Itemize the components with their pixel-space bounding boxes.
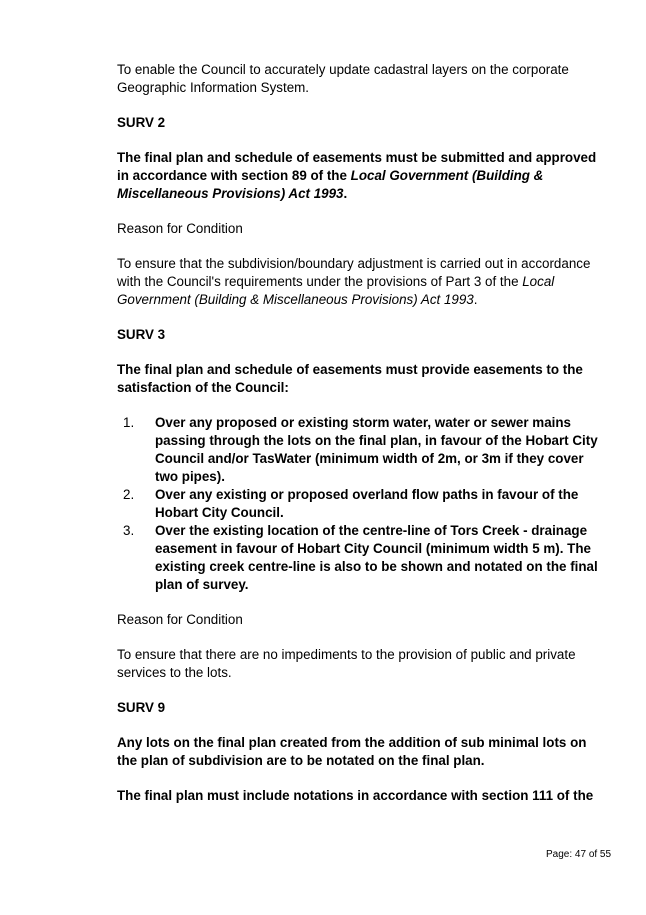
list-item-number: 1. xyxy=(123,415,135,430)
list-item-text: Over any existing or proposed overland flow paths in favour of the Hobart City Council. xyxy=(155,487,579,520)
surv2-reason-label: Reason for Condition xyxy=(117,221,243,236)
list-item-number: 3. xyxy=(123,523,135,538)
surv9-condition-1: Any lots on the final plan created from the addition of sub minimal lots on the plan of subdivision are to be notated on the final plan. xyxy=(117,735,587,768)
surv2-reason xyxy=(117,255,607,309)
surv9-condition-2: The final plan must include notations in accordance with section 111 of the xyxy=(117,788,594,803)
surv3-easement-list xyxy=(117,414,607,594)
surv3-reason-label: Reason for Condition xyxy=(117,612,243,627)
surv2-condition xyxy=(117,149,607,203)
list-item-number: 2. xyxy=(123,487,135,502)
list-item xyxy=(117,522,607,594)
page-number: Page: 47 of 55 xyxy=(546,849,612,860)
list-item-text: Over any proposed or existing storm water, water or sewer mains passing through the lots on the final plan, in favour of the Hobart City Council and/or TasWater (minimum width of 2m, or 3m if they cover two pipes). xyxy=(155,415,598,484)
surv2-reason-text: To ensure that the subdivision/boundary adjustment is carried out in accordance with the Council's requirements under the provisions of Part 3 of the xyxy=(117,256,591,289)
surv9-heading: SURV 9 xyxy=(117,700,166,715)
intro-paragraph: To enable the Council to accurately update cadastral layers on the corporate Geographic Information System. xyxy=(117,62,569,95)
list-item-text: Over the existing location of the centre-line of Tors Creek - drainage easement in favour of Hobart City Council (minimum width 5 m). The existing creek centre-line is also to be shown and notated on the final plan of survey. xyxy=(155,523,598,592)
surv2-heading: SURV 2 xyxy=(117,115,166,130)
surv2-condition-text: The final plan and schedule of easements must be submitted and approved in accordance with section 89 of the xyxy=(117,150,597,183)
surv3-reason: To ensure that there are no impediments to the provision of public and private services to the lots. xyxy=(117,647,576,680)
surv3-condition: The final plan and schedule of easements must provide easements to the satisfaction of the Council: xyxy=(117,362,583,395)
list-item xyxy=(117,486,607,522)
surv2-act-title: Local Government (Building & Miscellaneous Provisions) Act 1993 xyxy=(117,168,544,201)
surv2-condition-end: . xyxy=(343,186,348,201)
surv3-heading: SURV 3 xyxy=(117,327,166,342)
surv2-reason-end: . xyxy=(473,292,478,307)
list-item xyxy=(117,414,607,486)
document-page xyxy=(117,61,607,805)
surv2-reason-act-title: Local Government (Building & Miscellaneous Provisions) Act 1993 xyxy=(117,274,555,307)
